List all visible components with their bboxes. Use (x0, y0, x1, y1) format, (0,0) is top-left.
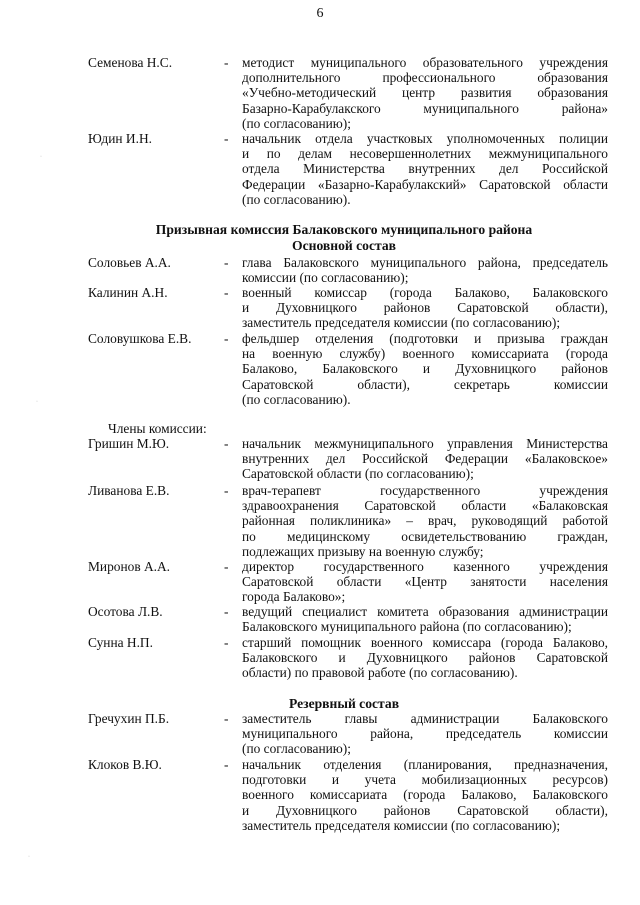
member-name: Гречухин П.Б. (88, 711, 170, 726)
member-description (242, 559, 608, 605)
member-description (242, 436, 608, 482)
member-name: Сунна Н.П. (88, 635, 153, 650)
description-line: по медицинскому освидетельствованию граждан, (242, 528, 608, 544)
description-line: на военную службу) военного комиссариата (города (242, 346, 608, 362)
member-description (242, 331, 608, 407)
description-line: заместитель главы администрации Балаковского (242, 711, 608, 726)
member-description (242, 757, 608, 833)
scan-mark: · (36, 399, 38, 405)
description-line: военного комиссариата (города Балаково, Балаковского (242, 787, 608, 803)
description-line: внутренних дел Российской Федерации «Балаковское» (242, 451, 608, 467)
member-name: Клоков В.Ю. (88, 757, 162, 772)
dash: - (224, 559, 229, 574)
reserve-composition-title: Резервный состав (288, 696, 400, 711)
dash: - (224, 331, 229, 346)
description-line: районная поликлиника» – врач, руководящий работой (242, 513, 608, 529)
member-name: Миронов А.А. (88, 559, 171, 574)
description-line: комиссии (по согласованию); (242, 270, 409, 286)
description-line: начальник отдела участковых уполномоченных полиции (242, 131, 608, 146)
member-description (242, 255, 608, 285)
dash: - (224, 55, 229, 70)
dash: - (224, 285, 229, 300)
scan-mark: · (28, 854, 30, 860)
description-line: подлежащих призыву на военную службу; (242, 543, 484, 559)
description-line: заместитель председателя комиссии (по согласованию); (242, 315, 561, 331)
dash: - (224, 255, 229, 270)
members-label: Члены комиссии: (108, 421, 207, 436)
description-line: глава Балаковского муниципального района, председатель (242, 255, 608, 270)
member-name: Семенова Н.С. (88, 55, 173, 70)
description-line: старший помощник военного комиссара (города Балаково, (242, 635, 608, 650)
description-line: области) по правовой работе (по согласованию). (242, 665, 518, 681)
description-line: дополнительного профессионального образования (242, 70, 608, 86)
description-line: директор государственного казенного учреждения (242, 559, 608, 574)
description-line: заместитель председателя комиссии (по согласованию); (242, 817, 561, 833)
commission-title: Призывная комиссия Балаковского муниципального района (155, 222, 533, 237)
member-name: Осотова Л.В. (88, 604, 163, 619)
member-name: Калинин А.Н. (88, 285, 168, 300)
description-line: и Духовницкого районов Саратовской области), (242, 802, 608, 818)
description-line: подготовки и учета мобилизационных ресурсов) (242, 772, 608, 788)
description-line: Балаковского муниципального района (по согласованию); (242, 619, 572, 635)
description-line: начальник отделения (планирования, предназначения, (242, 757, 608, 772)
description-line: и по делам несовершеннолетних межмуниципального (242, 146, 608, 162)
main-composition-title: Основной состав (292, 238, 396, 253)
member-description (242, 131, 608, 207)
member-description (242, 635, 608, 681)
description-line: Балаково, Балаковского и Духовницкого районов (242, 361, 608, 377)
description-line: ведущий специалист комитета образования администрации (242, 604, 608, 619)
member-name: Юдин И.Н. (88, 131, 152, 146)
description-line: (по согласованию). (242, 191, 351, 207)
description-line: (по согласованию). (242, 391, 351, 407)
member-description (242, 604, 608, 634)
dash: - (224, 131, 229, 146)
description-line: начальник межмуниципального управления Министерства (242, 436, 608, 451)
description-line: города Балаково»; (242, 589, 346, 605)
member-name: Гришин М.Ю. (88, 436, 170, 451)
dash: - (224, 604, 229, 619)
page-number: 6 (316, 6, 324, 21)
member-name: Ливанова Е.В. (88, 483, 170, 498)
dash: - (224, 635, 229, 650)
description-line: здравоохранения Саратовской области «Балаковская (242, 498, 608, 514)
dash: - (224, 483, 229, 498)
dash: - (224, 711, 229, 726)
dash: - (224, 757, 229, 772)
description-line: методист муниципального образовательного учреждения (242, 55, 608, 70)
member-name: Соловьев А.А. (88, 255, 171, 270)
member-name: Соловушкова Е.В. (88, 331, 192, 346)
description-line: Базарно-Карабулакского муниципального района» (242, 100, 608, 116)
description-line: военный комиссар (города Балаково, Балаковского (242, 285, 608, 300)
member-description (242, 483, 608, 559)
description-line: (по согласованию); (242, 115, 351, 131)
description-line: и Духовницкого районов Саратовской области), (242, 300, 608, 316)
description-line: Саратовской области (по согласованию); (242, 466, 474, 482)
description-line: Федерации «Базарно-Карабулакский» Саратовской области (242, 176, 608, 192)
description-line: (по согласованию); (242, 741, 351, 757)
description-line: отдела Министерства внутренних дел Российской (242, 161, 608, 177)
description-line: фельдшер отделения (подготовки и призыва граждан (242, 331, 608, 346)
dash: - (224, 436, 229, 451)
description-line: «Учебно-методический центр развития образования (242, 85, 608, 101)
member-description (242, 711, 608, 757)
description-line: Саратовской области «Центр занятости населения (242, 574, 608, 590)
member-description (242, 55, 608, 131)
description-line: муниципального района, председатель комиссии (242, 726, 608, 742)
member-description (242, 285, 608, 331)
description-line: Саратовской области), секретарь комиссии (242, 376, 608, 392)
description-line: Балаковского и Духовницкого районов Саратовской (242, 650, 608, 666)
scan-mark: · (40, 154, 42, 160)
description-line: врач-терапевт государственного учреждения (242, 483, 608, 498)
